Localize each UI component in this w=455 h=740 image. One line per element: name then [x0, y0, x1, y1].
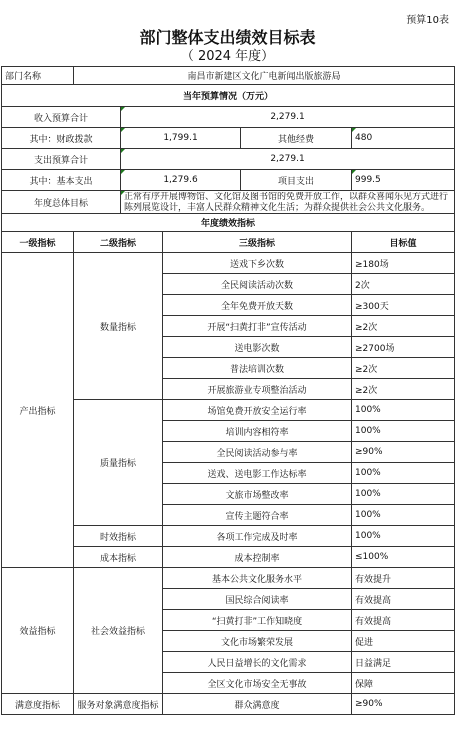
level3-indicator: 文化市场繁荣发展 — [163, 631, 352, 652]
budget-section-title: 当年预算情况（万元） — [2, 85, 455, 107]
fiscal-year: （ 2024 年度） — [180, 49, 275, 64]
target-value: 有效提高 — [352, 589, 455, 610]
level1-benefit: 效益指标 — [2, 568, 74, 694]
target-value: ≥2次 — [352, 379, 455, 400]
basic-expense-row — [2, 170, 455, 191]
target-value: ≥2次 — [352, 358, 455, 379]
perf-section-header — [2, 214, 455, 232]
col-header-level3: 三级指标 — [163, 232, 352, 253]
level3-indicator: 开展“扫黄打非”宣传活动 — [163, 316, 352, 337]
level3-indicator: 文旅市场整改率 — [163, 484, 352, 505]
level2-quantity: 数量指标 — [74, 253, 163, 400]
col-header-level1: 一级指标 — [2, 232, 74, 253]
target-value: 100% — [352, 526, 455, 547]
target-value: 促进 — [352, 631, 455, 652]
performance-target-table — [1, 66, 455, 715]
income-total-value: 2,279.1 — [121, 107, 455, 128]
target-value: 保障 — [352, 673, 455, 694]
table-row — [2, 568, 455, 589]
form-code: 预算10表 — [406, 15, 449, 26]
level2-quality: 质量指标 — [74, 400, 163, 526]
level3-indicator: 全年免费开放天数 — [163, 295, 352, 316]
expense-total-label: 支出预算合计 — [2, 149, 121, 170]
target-value: 有效提高 — [352, 610, 455, 631]
table-row — [2, 694, 455, 715]
target-value: ≥90% — [352, 442, 455, 463]
other-funds-label: 其他经费 — [241, 128, 352, 149]
budget-section-header — [2, 85, 455, 107]
level3-indicator: 国民综合阅读率 — [163, 589, 352, 610]
level3-indicator: 培训内容相符率 — [163, 421, 352, 442]
level3-indicator: 宣传主题符合率 — [163, 505, 352, 526]
level3-indicator: 普法培训次数 — [163, 358, 352, 379]
dept-value: 南昌市新建区文化广电新闻出版旅游局 — [74, 67, 455, 85]
fiscal-row — [2, 128, 455, 149]
fiscal-label: 其中：财政拨款 — [2, 128, 121, 149]
fiscal-value: 1,799.1 — [121, 128, 241, 149]
expense-total-row — [2, 149, 455, 170]
level1-satisfaction: 满意度指标 — [2, 694, 74, 715]
level3-indicator: 场馆免费开放安全运行率 — [163, 400, 352, 421]
project-expense-label: 项目支出 — [241, 170, 352, 191]
target-value: 日益满足 — [352, 652, 455, 673]
income-total-label: 收入预算合计 — [2, 107, 121, 128]
level3-indicator: 送戏下乡次数 — [163, 253, 352, 274]
annual-goal-row — [2, 191, 455, 214]
basic-expense-value: 1,279.6 — [121, 170, 241, 191]
target-value: ≥300天 — [352, 295, 455, 316]
page-title: 部门整体支出绩效目标表 — [139, 28, 316, 47]
target-value: 100% — [352, 484, 455, 505]
level3-indicator: 开展旅游业专项整治活动 — [163, 379, 352, 400]
dept-label: 部门名称 — [2, 67, 74, 85]
level3-indicator: 人民日益增长的文化需求 — [163, 652, 352, 673]
level2-cost: 成本指标 — [74, 547, 163, 568]
level3-indicator: “扫黄打非”工作知晓度 — [163, 610, 352, 631]
target-value: 100% — [352, 505, 455, 526]
table-row — [2, 253, 455, 274]
basic-expense-label: 其中：基本支出 — [2, 170, 121, 191]
annual-goal-label: 年度总体目标 — [2, 191, 121, 214]
target-value: 2次 — [352, 274, 455, 295]
expense-total-value: 2,279.1 — [121, 149, 455, 170]
level3-indicator: 群众满意度 — [163, 694, 352, 715]
level3-indicator: 送戏、送电影工作达标率 — [163, 463, 352, 484]
other-funds-value: 480 — [352, 128, 455, 149]
target-value: ≥180场 — [352, 253, 455, 274]
dept-row — [2, 67, 455, 85]
level3-indicator: 全区文化市场安全无事故 — [163, 673, 352, 694]
level3-indicator: 送电影次数 — [163, 337, 352, 358]
annual-goal-text: 正常有序开展博物馆、文化馆及图书馆的免费开放工作，以群众喜闻乐见方式进行陈列展览设计，丰富人民群众精神文化生活；为群众提供社会公共文化服务。 — [124, 192, 449, 213]
level3-indicator: 全民阅读活动参与率 — [163, 442, 352, 463]
income-total-row — [2, 107, 455, 128]
perf-section-title: 年度绩效指标 — [2, 214, 455, 232]
level3-indicator: 各项工作完成及时率 — [163, 526, 352, 547]
col-header-target: 目标值 — [352, 232, 455, 253]
level2-timeliness: 时效指标 — [74, 526, 163, 547]
col-header-level2: 二级指标 — [74, 232, 163, 253]
level2-social-benefit: 社会效益指标 — [74, 568, 163, 694]
perf-column-headers — [2, 232, 455, 253]
level3-indicator: 基本公共文化服务水平 — [163, 568, 352, 589]
target-value: ≥90% — [352, 694, 455, 715]
level2-client-satisfaction: 服务对象满意度指标 — [74, 694, 163, 715]
target-value: ≤100% — [352, 547, 455, 568]
level3-indicator: 全民阅读活动次数 — [163, 274, 352, 295]
level1-output: 产出指标 — [2, 253, 74, 568]
level3-indicator: 成本控制率 — [163, 547, 352, 568]
target-value: ≥2700场 — [352, 337, 455, 358]
target-value: 100% — [352, 421, 455, 442]
target-value: ≥2次 — [352, 316, 455, 337]
target-value: 100% — [352, 463, 455, 484]
project-expense-value: 999.5 — [352, 170, 455, 191]
target-value: 有效提升 — [352, 568, 455, 589]
target-value: 100% — [352, 400, 455, 421]
